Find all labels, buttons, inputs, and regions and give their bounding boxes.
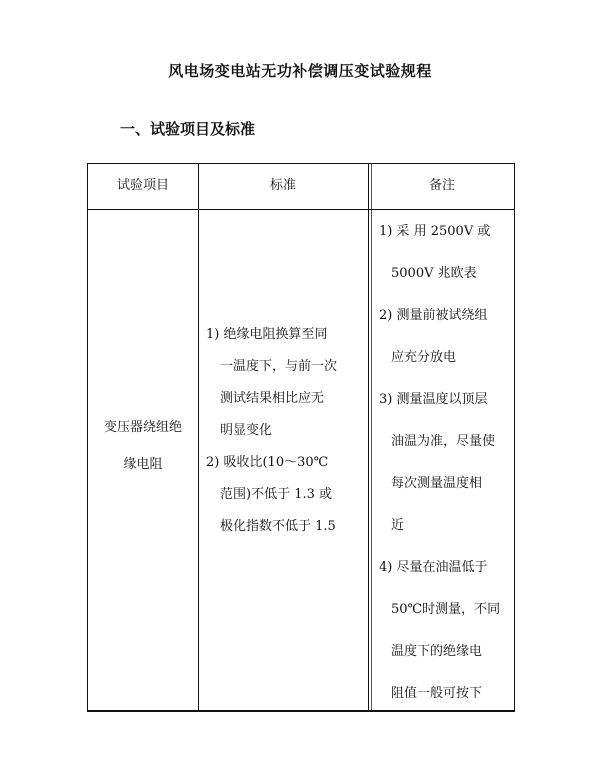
remark-line: 4) 尽量在油温低于 xyxy=(379,560,488,575)
column-divider-double xyxy=(371,164,372,710)
column-divider xyxy=(198,164,199,710)
header-remark: 备注 xyxy=(428,178,455,193)
remark-line: 每次测量温度相 xyxy=(391,476,483,491)
header-test-item: 试验项目 xyxy=(116,178,169,193)
standard-line: 1) 绝缘电阻换算至同 xyxy=(206,327,328,342)
header-divider xyxy=(88,209,514,210)
cell-standard xyxy=(206,319,364,543)
test-standards-table xyxy=(87,163,515,712)
header-standard: 标准 xyxy=(269,178,296,193)
remark-line: 1) 采 用 2500V 或 xyxy=(379,224,491,239)
remark-line: 5000V 兆欧表 xyxy=(391,266,477,281)
standard-line: 极化指数不低于 1.5 xyxy=(220,519,336,534)
item-line: 缘电阻 xyxy=(123,457,163,472)
remark-line: 油温为准，尽量使 xyxy=(391,434,496,449)
remark-line: 阻值一般可按下 xyxy=(391,686,483,701)
section-heading: 一、试验项目及标准 xyxy=(120,120,256,138)
cell-test-item xyxy=(88,409,198,483)
item-line: 变压器绕组绝 xyxy=(103,420,182,435)
remark-line: 50℃时测量，不同 xyxy=(391,602,501,617)
column-divider xyxy=(368,164,369,710)
remark-line: 应充分放电 xyxy=(391,350,457,365)
document-title: 风电场变电站无功补偿调压变试验规程 xyxy=(168,62,432,80)
standard-line: 明显变化 xyxy=(220,423,273,438)
standard-line: 范围)不低于 1.3 或 xyxy=(220,487,333,502)
remark-line: 2) 测量前被试绕组 xyxy=(379,308,488,323)
standard-line: 测试结果相比应无 xyxy=(220,391,325,406)
standard-line: 2) 吸收比(10～30℃ xyxy=(206,455,329,470)
remark-line: 3) 测量温度以顶层 xyxy=(379,392,488,407)
cell-remark xyxy=(379,211,510,715)
remark-line: 近 xyxy=(391,518,405,533)
remark-line: 温度下的绝缘电 xyxy=(391,644,483,659)
standard-line: 一温度下，与前一次 xyxy=(220,359,338,374)
